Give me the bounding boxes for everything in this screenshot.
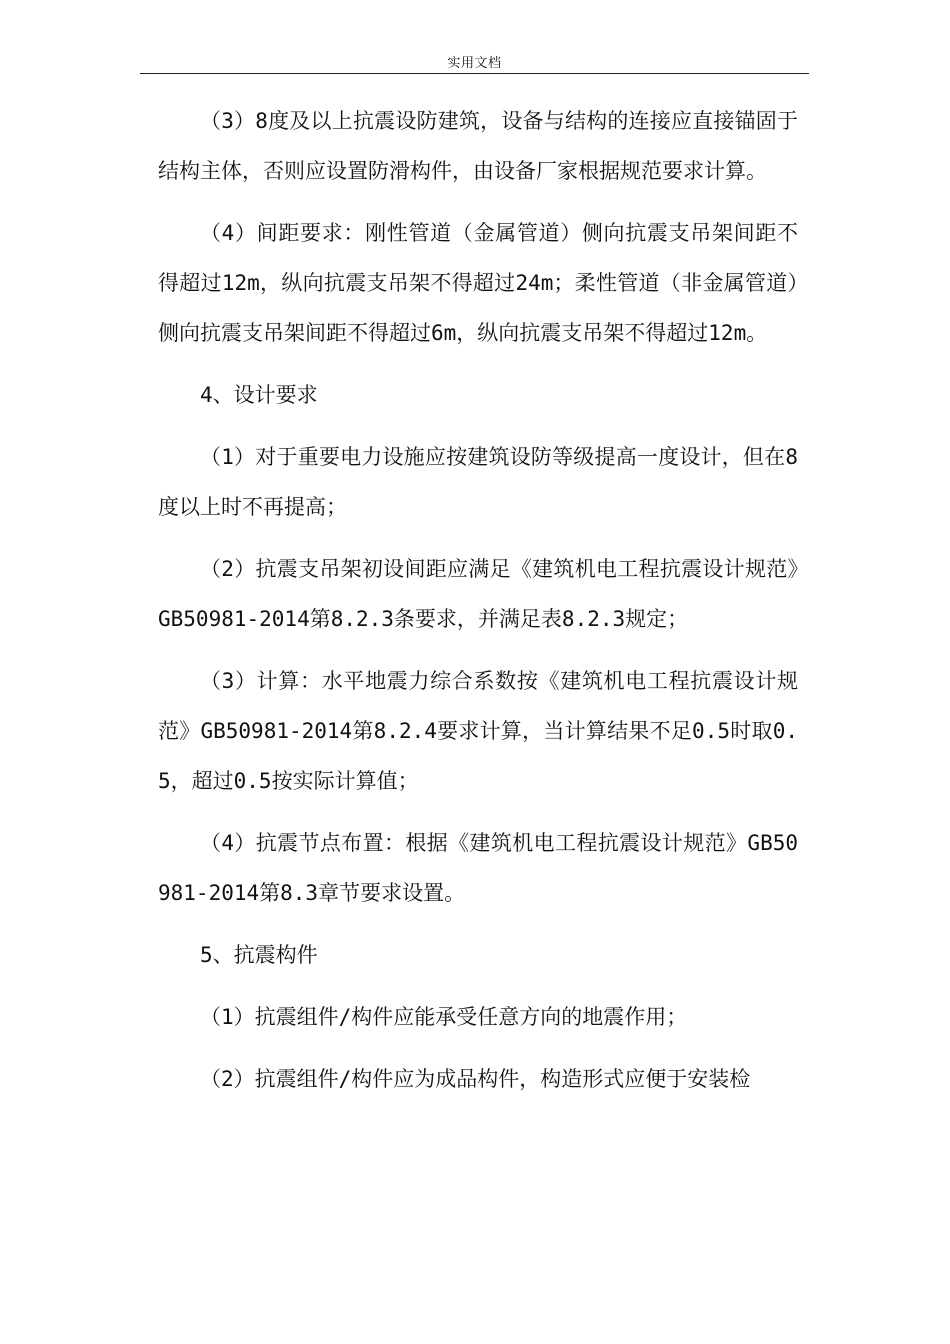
paragraph: （3）8度及以上抗震设防建筑，设备与结构的连接应直接锚固于结构主体，否则应设置防滑构件，由设备厂家根据规范要求计算。 bbox=[158, 109, 798, 183]
paragraph: （2）抗震支吊架初设间距应满足《建筑机电工程抗震设计规范》GB50981-2014第8.2.3条要求，并满足表8.2.3规定； bbox=[158, 557, 798, 631]
paragraph: （1）对于重要电力设施应按建筑设防等级提高一度设计，但在8度以上时不再提高； bbox=[158, 445, 798, 519]
section-heading: 5、抗震构件 bbox=[200, 943, 318, 967]
paragraph: （2）抗震组件/构件应为成品构件，构造形式应便于安装检 bbox=[200, 1067, 751, 1091]
page-header bbox=[140, 52, 809, 74]
document-body bbox=[158, 96, 798, 1116]
paragraph: （3）计算：水平地震力综合系数按《建筑机电工程抗震设计规范》GB50981-2014第8.2.4要求计算，当计算结果不足0.5时取0.5，超过0.5按实际计算值； bbox=[158, 669, 798, 793]
section-heading: 4、设计要求 bbox=[200, 383, 318, 407]
header-title: 实用文档 bbox=[447, 56, 502, 71]
paragraph: （1）抗震组件/构件应能承受任意方向的地震作用； bbox=[200, 1005, 688, 1029]
paragraph: （4）间距要求：刚性管道（金属管道）侧向抗震支吊架间距不得超过12m，纵向抗震支吊架不得超过24m；柔性管道（非金属管道）侧向抗震支吊架间距不得超过6m，纵向抗震支吊架不得超过12m。 bbox=[158, 221, 798, 345]
paragraph: （4）抗震节点布置：根据《建筑机电工程抗震设计规范》GB50981-2014第8.3章节要求设置。 bbox=[158, 831, 798, 905]
